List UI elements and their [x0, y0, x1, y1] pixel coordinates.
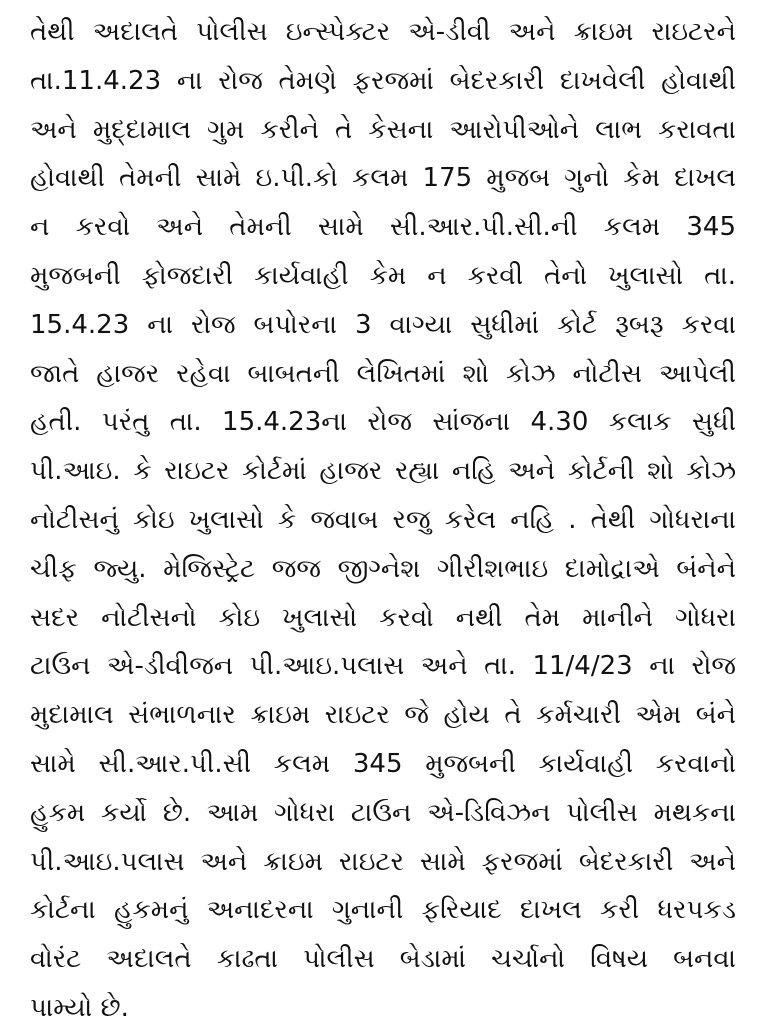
article-line: ટાઉન એ-ડીવીજન પી.આઇ.પલાસ અને તા. 11/4/23 ના રોજ [30, 651, 736, 682]
article-line: સદર નોટીસનો કોઇ ખુલાસો કરવો નથી તેમ માનીને ગોધરા [30, 602, 736, 633]
article-body [30, 8, 736, 1033]
article-line: ચીફ જ્યુ. મેજિસ્ટ્રેટ જજ જીગ્નેશ ગીરીશભાઇ દામોદ્રાએ બંનેને [30, 553, 736, 584]
article-line: 15.4.23 ના રોજ બપોરના 3 વાગ્યા સુધીમાં કોર્ટ રૂબરૂ કરવા [30, 309, 736, 340]
article-line: તા.11.4.23 ના રોજ તેમણે ફરજમાં બેદરકારી દાખવેલી હોવાથી [30, 65, 736, 96]
article-line: ન કરવો અને તેમની સામે સી.આર.પી.સી.ની કલમ 345 [30, 212, 736, 243]
article-line: નોટીસનું કોઇ ખુલાસો કે જવાબ રજુ કરેલ નહિ . તેથી ગોધરાના [30, 504, 736, 535]
article-line: હોવાથી તેમની સામે ઇ.પી.કો કલમ 175 મુજબ ગુનો કેમ દાખલ [30, 163, 736, 194]
article-line: પી.આઇ.પલાસ અને ક્રાઇમ રાઇટર સામે ફરજમાં બેદરકારી અને [30, 846, 736, 877]
article-line: કોર્ટના હુકમનું અનાદરના ગુનાની ફરિયાદ દાખલ કરી ધરપકડ [30, 895, 736, 926]
article-line: તેથી અદાલતે પોલીસ ઇન્સ્પેક્ટર એ-ડીવી અને ક્રાઇમ રાઇટરને [30, 17, 736, 47]
article-line: જાતે હાજર રહેવા બાબતની લેખિતમાં શો કોઝ નોટીસ આપેલી [30, 358, 736, 389]
article-line: હતી. પરંતુ તા. 15.4.23ના રોજ સાંજના 4.30 કલાક સુધી [30, 407, 736, 438]
article-line: મુદામાલ સંભાળનાર ક્રાઇમ રાઇટર જે હોય તે કર્મચારી એમ બંને [30, 700, 736, 731]
article-line: પી.આઇ. કે રાઇટર કોર્ટમાં હાજર રહ્યા નહિ અને કોર્ટની શો કોઝ [30, 456, 736, 487]
article-line: પામ્યો છે. [30, 992, 129, 1023]
article-line: સામે સી.આર.પી.સી કલમ 345 મુજબની કાર્યવાહી કરવાનો [30, 748, 736, 779]
article-line: અને મુદ્દામાલ ગુમ કરીને તે કેસના આરોપીઓને લાભ કરાવતા [30, 114, 736, 145]
article-line: હુકમ કર્યો છે. આમ ગોધરા ટાઉન એ-ડિવિઝન પોલીસ મથકના [30, 797, 736, 828]
article-line: વોરંટ અદાલતે કાઢતા પોલીસ બેડામાં ચર્ચાનો વિષય બનવા [30, 944, 736, 975]
article-line: મુજબની ફોજદારી કાર્યવાહી કેમ ન કરવી તેનો ખુલાસો તા. [30, 260, 736, 291]
